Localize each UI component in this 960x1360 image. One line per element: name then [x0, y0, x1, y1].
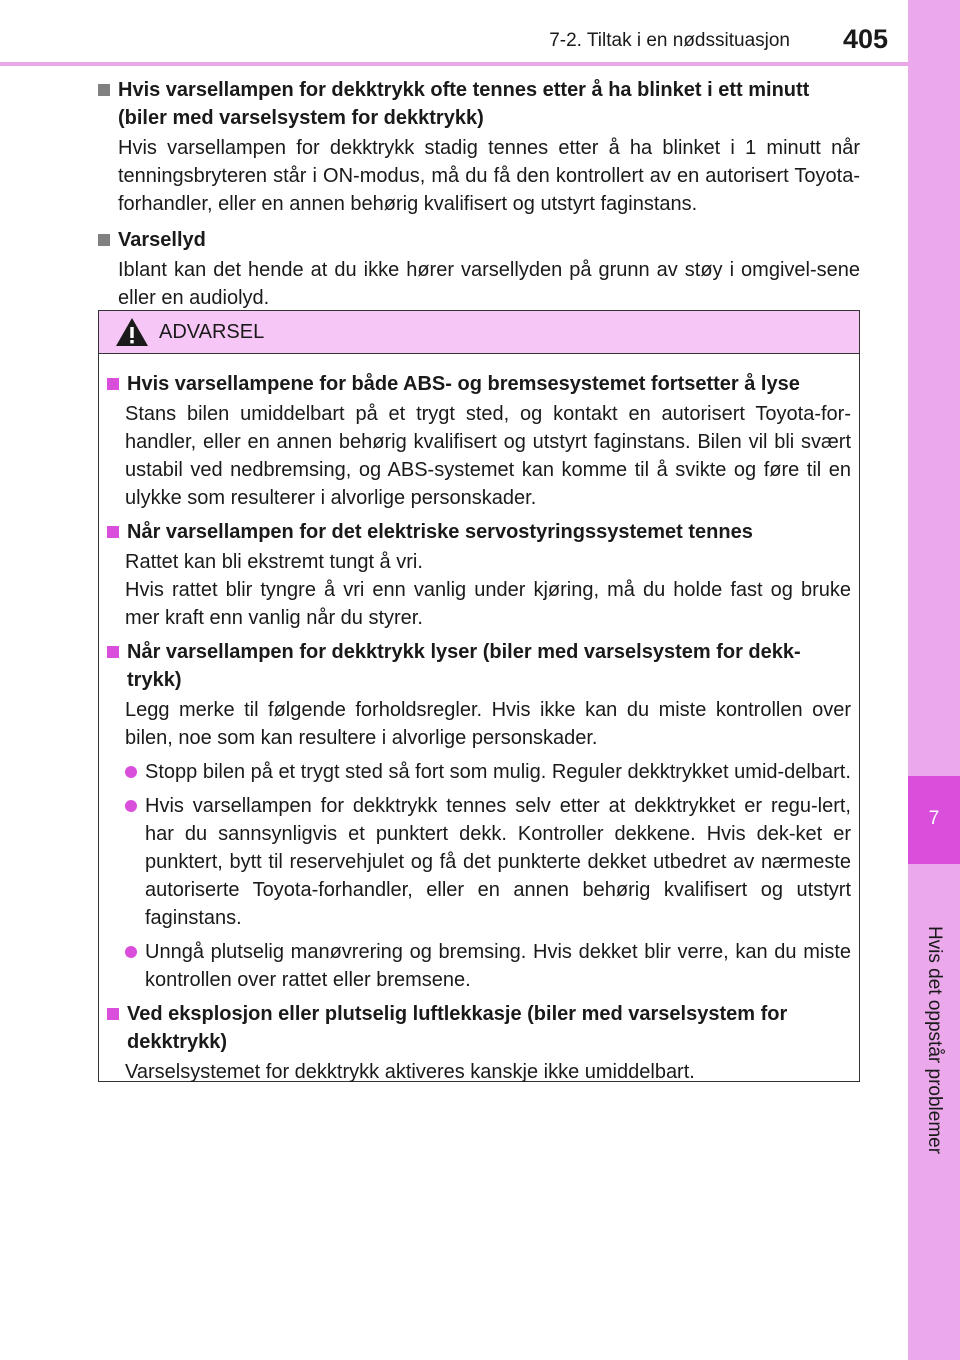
- warning-item-abs: [107, 370, 851, 512]
- warning-item-text: Legg merke til følgende forholdsregler. Hvis ikke kan du miste kontrollen over bilen, noe som kan resultere i alvorlige personskader.: [125, 699, 851, 749]
- header-divider: [0, 62, 908, 66]
- warning-item-tire-pressure: [107, 638, 851, 994]
- warning-body: [99, 354, 859, 1086]
- warning-item-heading: Når varsellampen for det elektriske servostyringssystemet tennes: [107, 518, 851, 546]
- warning-item-text: Varselsystemet for dekktrykk aktiveres kanskje ikke umiddelbart.: [125, 1061, 695, 1083]
- warning-item-text: Stans bilen umiddelbart på et trygt sted, og kontakt en autorisert Toyota-for-handler, eller en annen behørig kvalifisert og utstyrt faginstans. Bilen vil bli svært ustabil ved nedbremsing, og ABS-systemet kan komme til å svikte og føre til en ulykke som resulterer i alvorlige personskader.: [125, 403, 851, 509]
- main-content: [96, 76, 860, 320]
- section-paragraph: Iblant kan det hende at du ikke hører varsellyden på grunn av støy i omgivel-sene eller en audiolyd.: [118, 259, 860, 309]
- page-number: 405: [842, 24, 888, 54]
- square-bullet-icon: [107, 646, 119, 658]
- square-bullet-icon: [107, 526, 119, 538]
- section-paragraph: Hvis varsellampen for dekktrykk stadig tennes etter å ha blinket i 1 minutt når tenningsbryteren står i ON-modus, må du få den kontrollert av en autorisert Toyota-forhandler, eller en annen behørig kvalifisert og utstyrt faginstans.: [118, 137, 860, 215]
- square-bullet-icon: [98, 84, 110, 96]
- chapter-label: Hvis det oppstår problemer: [924, 925, 945, 1155]
- round-bullet-icon: [125, 800, 137, 812]
- page-header: [0, 0, 908, 66]
- square-bullet-icon: [98, 234, 110, 246]
- warning-item-heading: Når varsellampen for dekktrykk lyser (biler med varselsystem for dekk-trykk): [107, 638, 851, 694]
- chapter-number: 7: [928, 808, 940, 829]
- warning-item-line: Rattet kan bli ekstremt tungt å vri.: [125, 551, 423, 573]
- warning-header: [99, 311, 859, 354]
- list-item: Stopp bilen på et trygt sted så fort som mulig. Reguler dekktrykket umid-delbart.: [107, 758, 851, 786]
- list-item: Hvis varsellampen for dekktrykk tennes selv etter at dekktrykket er regu-lert, har du sannsynligvis et punktert dekk. Kontroller dekkene. Hvis dek-ket er punktert, bytt til reservehjulet og få det punkterte dekket utbedret av nærmeste autoriserte Toyota-forhandler, eller en annen behørig kvalifisert og utstyrt faginstans.: [107, 792, 851, 932]
- warning-item-blowout: [107, 1000, 851, 1086]
- section-heading: Hvis varsellampen for dekktrykk ofte tennes etter å ha blinket i ett minutt (biler med varselsystem for dekktrykk): [96, 76, 860, 132]
- warning-item-text: [107, 548, 851, 632]
- warning-box: [98, 310, 860, 1082]
- round-bullet-icon: [125, 766, 137, 778]
- warning-item-line: Hvis rattet blir tyngre å vri enn vanlig under kjøring, må du holde fast og bruke mer kraft enn vanlig når du styrer.: [125, 579, 851, 629]
- section-heading: Varsellyd: [96, 226, 860, 254]
- warning-item-heading: Hvis varsellampene for både ABS- og bremsesystemet fortsetter å lyse: [107, 370, 851, 398]
- warning-triangle-icon: [115, 317, 149, 347]
- section-title: 7-2. Tiltak i en nødssituasjon: [549, 30, 790, 51]
- square-bullet-icon: [107, 1008, 119, 1020]
- warning-item-heading: Ved eksplosjon eller plutselig luftlekkasje (biler med varselsystem for dekktrykk): [107, 1000, 851, 1056]
- chapter-side-tab: [908, 0, 960, 1360]
- warning-item-power-steering: [107, 518, 851, 632]
- square-bullet-icon: [107, 378, 119, 390]
- section-tire-pressure-blink: [96, 76, 860, 218]
- warning-title: ADVARSEL: [159, 321, 265, 343]
- section-warning-sound: [96, 226, 860, 312]
- list-item: Unngå plutselig manøvrering og bremsing. Hvis dekket blir verre, kan du miste kontrollen over rattet eller bremsene.: [107, 938, 851, 994]
- round-bullet-icon: [125, 946, 137, 958]
